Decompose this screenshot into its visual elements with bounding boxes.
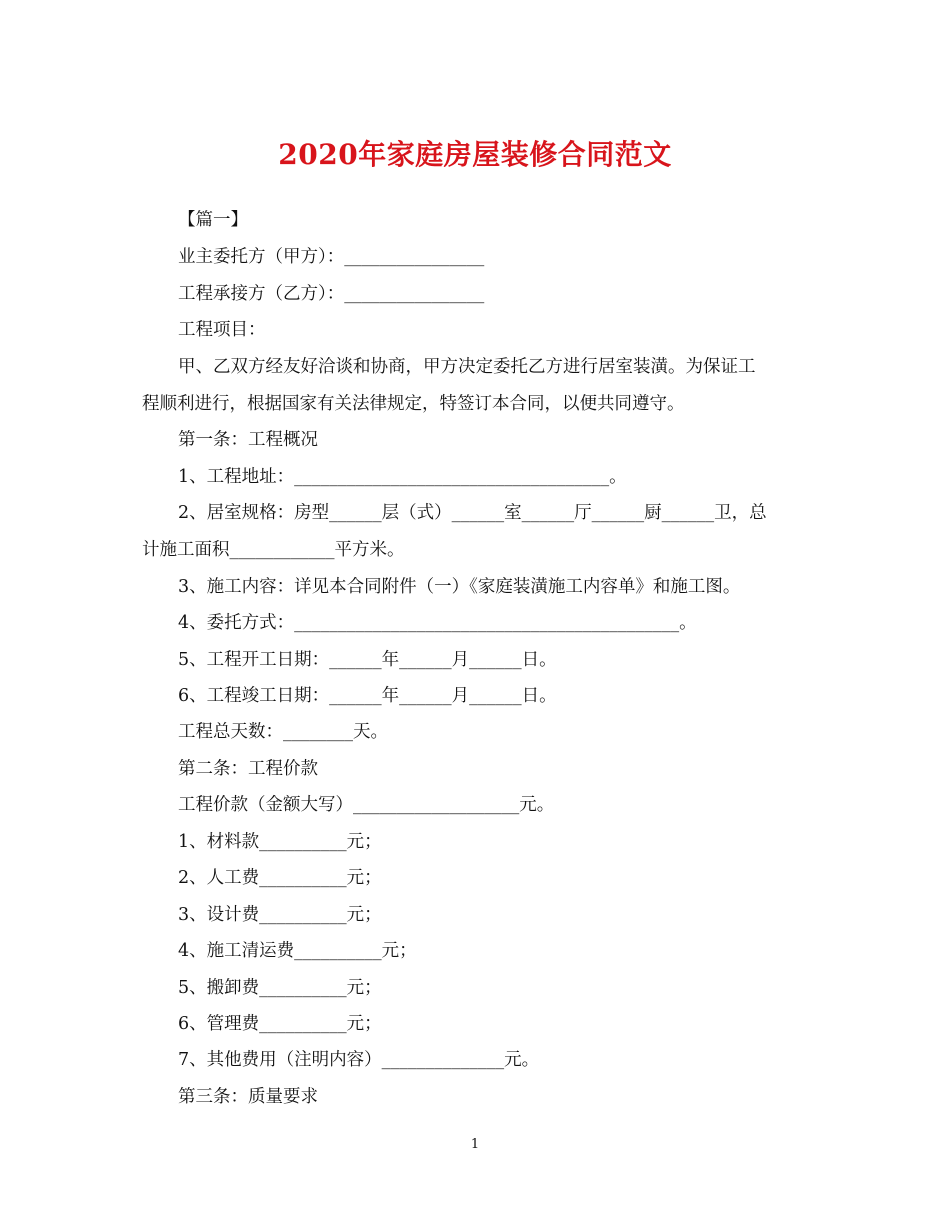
party-a-line: 业主委托方（甲方）：________________ (178, 247, 485, 267)
paragraph-line: 程顺利进行，根据国家有关法律规定，特签订本合同，以便共同遵守。 (142, 394, 685, 414)
fee-line: 7、其他费用（注明内容）______________元。 (178, 1050, 540, 1070)
fee-line: 2、人工费__________元； (178, 868, 382, 888)
fee-line: 5、搬卸费__________元； (178, 978, 382, 998)
page-number: 1 (470, 1137, 480, 1152)
project-line: 工程项目： (178, 320, 266, 340)
article-heading: 第一条：工程概况 (178, 430, 318, 450)
document-title: 2020年家庭房屋装修合同范文 (278, 138, 672, 171)
party-b-line: 工程承接方（乙方）：________________ (178, 284, 485, 304)
clause-line: 4、委托方式：____________________________________________。 (178, 613, 697, 633)
article-heading: 第二条：工程价款 (178, 759, 318, 779)
clause-line: 工程总天数：________天。 (178, 722, 388, 742)
clause-line: 2、居室规格：房型______层（式）______室______厅______厨______卫，总 (178, 503, 767, 523)
section-heading: 【篇一】 (178, 210, 248, 230)
clause-line: 3、施工内容：详见本合同附件（一）《家庭装潢施工内容单》和施工图。 (178, 577, 741, 597)
fee-line: 6、管理费__________元； (178, 1014, 382, 1034)
paragraph-line: 甲、乙双方经友好洽谈和协商，甲方决定委托乙方进行居室装潢。为保证工 (178, 357, 756, 377)
clause-line: 1、工程地址：____________________________________。 (178, 467, 627, 487)
clause-line: 工程价款（金额大写）___________________元。 (178, 795, 555, 815)
clause-line: 6、工程竣工日期：______年______月______日。 (178, 686, 557, 706)
fee-line: 3、设计费__________元； (178, 905, 382, 925)
clause-line: 5、工程开工日期：______年______月______日。 (178, 650, 557, 670)
fee-line: 1、材料款__________元； (178, 832, 382, 852)
article-heading: 第三条：质量要求 (178, 1087, 318, 1107)
clause-line: 计施工面积____________平方米。 (142, 540, 405, 560)
fee-line: 4、施工清运费__________元； (178, 941, 417, 961)
